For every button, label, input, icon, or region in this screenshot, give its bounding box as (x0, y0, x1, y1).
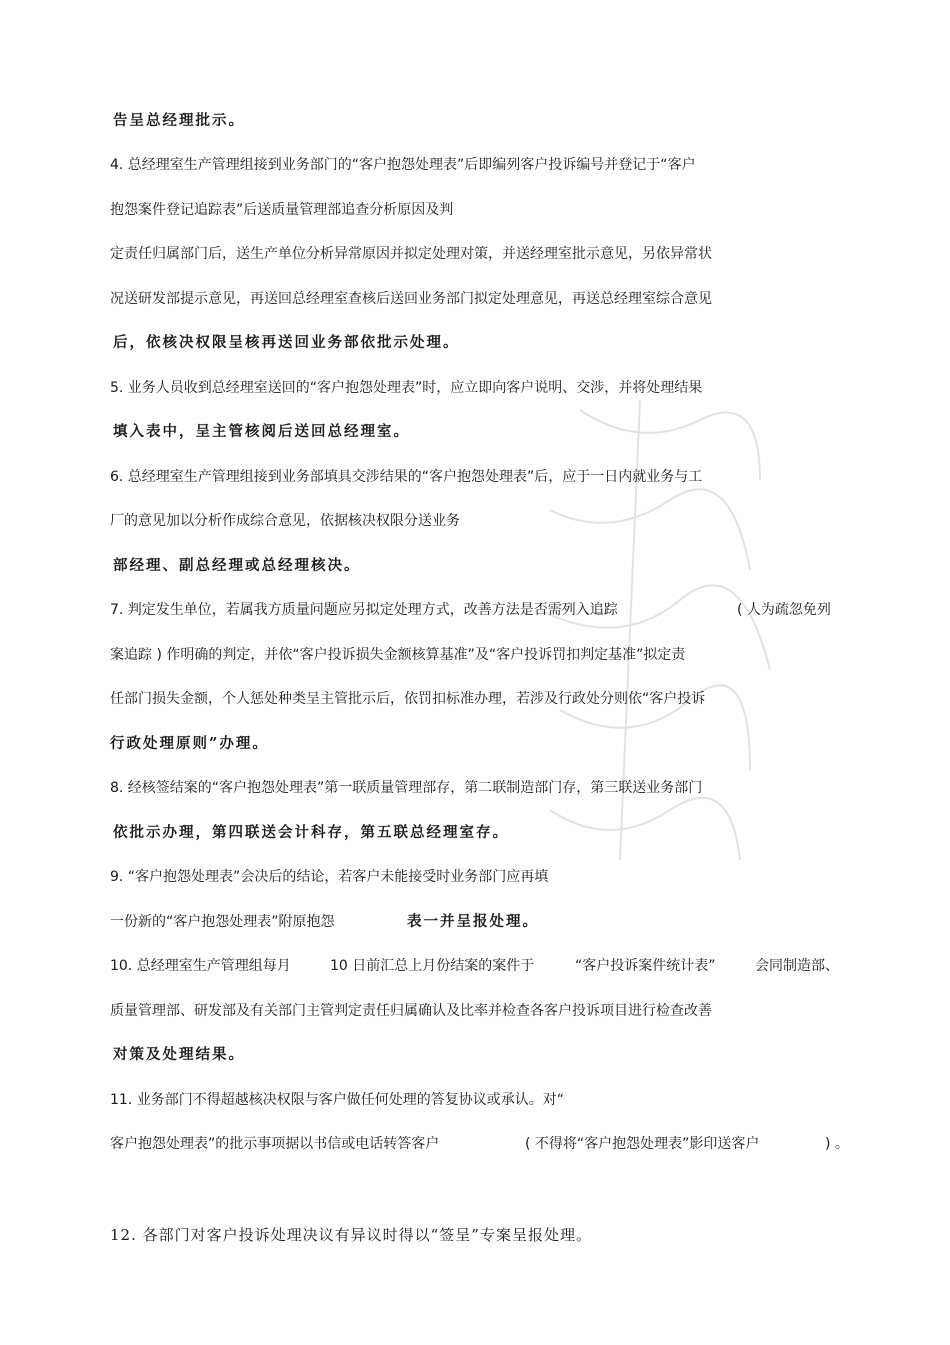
text-line: 5. 业务人员收到总经理室送回的“客户抱怨处理表”时，应立即向客户说明、交涉，并将处理结果 (110, 380, 703, 396)
text-line: 任部门损失金额，个人惩处种类呈主管批示后，依罚扣标准办理，若涉及行政处分则依“客户投诉 (110, 691, 706, 707)
text-line: 告呈总经理批示。 (113, 112, 245, 129)
text-line: ) 。 (825, 1136, 849, 1152)
text-line: 表一并呈报处理。 (407, 913, 539, 930)
text-line: ( 不得将“客户抱怨处理表”影印送客户 (525, 1136, 760, 1152)
text-line: 行政处理原则”办理。 (110, 735, 269, 752)
text-line: 部经理、副总经理或总经理核决。 (113, 557, 361, 574)
text-line: 案追踪 ) 作明确的判定，并依“客户投诉损失金额核算基准”及“客户投诉罚扣判定基准”拟定责 (110, 647, 686, 663)
text-line: 厂的意见加以分析作成综合意见，依据核决权限分送业务 (110, 513, 460, 529)
text-line: 依批示办理，第四联送会计科存，第五联总经理室存。 (113, 824, 509, 841)
text-line: 8. 经核签结案的“客户抱怨处理表”第一联质量管理部存，第二联制造部门存，第三联送业务部门 (110, 780, 703, 796)
text-line: 10. 总经理室生产管理组每月 (110, 958, 291, 974)
text-line: 6. 总经理室生产管理组接到业务部填具交涉结果的“客户抱怨处理表”后，应于一日内就业务与工 (110, 469, 703, 485)
text-line: 会同制造部、 (755, 958, 839, 974)
text-line: ( 人为疏忽免列 (737, 602, 831, 618)
text-line: 质量管理部、研发部及有关部门主管判定责任归属确认及比率并检查各客户投诉项目进行检查改善 (110, 1003, 712, 1019)
text-line: 7. 判定发生单位，若属我方质量问题应另拟定处理方式，改善方法是否需列入追踪 (110, 602, 618, 618)
text-line: 客户抱怨处理表”的批示事项据以书信或电话转答客户 (110, 1136, 440, 1152)
text-line: 填入表中，呈主管核阅后送回总经理室。 (113, 423, 410, 440)
text-line: 10 日前汇总上月份结案的案件于 (330, 958, 535, 974)
text-line: 一份新的“客户抱怨处理表”附原抱怨 (110, 914, 335, 930)
text-line: 定责任归属部门后，送生产单位分析异常原因并拟定处理对策，并送经理室批示意见，另依异常状 (110, 246, 712, 262)
text-line: 9. “客户抱怨处理表”会决后的结论，若客户未能接受时业务部门应再填 (110, 869, 549, 885)
text-line: 对策及处理结果。 (113, 1046, 245, 1063)
text-line: 11. 业务部门不得超越核决权限与客户做任何处理的答复协议或承认。对“ (110, 1092, 564, 1108)
text-line: 4. 总经理室生产管理组接到业务部门的“客户抱怨处理表”后即编列客户投诉编号并登记于“客户 (110, 157, 696, 173)
text-line: 况送研发部提示意见，再送回总经理室查核后送回业务部门拟定处理意见，再送总经理室综合意见 (110, 291, 712, 307)
text-line: 12. 各部门对客户投诉处理决议有异议时得以“签呈”专案呈报处理。 (110, 1226, 592, 1244)
watermark-seal (520, 390, 780, 870)
text-line: 后，依核决权限呈核再送回业务部依批示处理。 (113, 334, 460, 351)
text-line: “客户投诉案件统计表” (575, 958, 716, 974)
text-line: 抱怨案件登记追踪表”后送质量管理部追查分析原因及判 (110, 202, 454, 218)
